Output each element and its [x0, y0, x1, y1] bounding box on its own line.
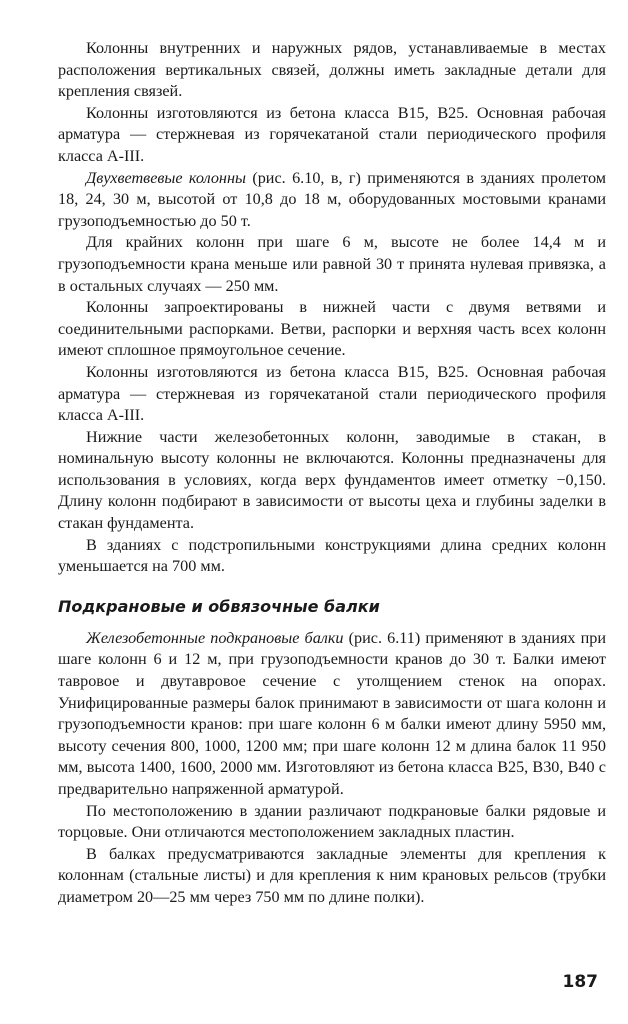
page-number: 187 [562, 972, 598, 992]
paragraph-emphasis: Железобетонные подкрановые балки [86, 628, 344, 647]
paragraph-text: Для крайних колонн при шаге 6 м, высоте не более 14,4 м и грузоподъемности крана меньше или равной 30 т принята нулевая привязка, а в остальных случаях — 250 мм. [58, 233, 606, 295]
paragraph-text: Нижние части железобетонных колонн, заводимые в стакан, в номинальную высоту колонны не включаются. Колонны предназначены для использования в условиях, когда верх фундаментов имеет отметку −0,150. Длину колонн подбирают в зависимости от высоты цеха и глубины заделки в стакан фундамента. [58, 427, 606, 533]
paragraph-beam-location [58, 801, 606, 844]
paragraph-text: По местоположению в здании различают подкрановые балки рядовые и торцовые. Они отличаются местоположением закладных пластин. [58, 801, 606, 842]
paragraph-text: (рис. 6.11) применяют в зданиях при шаге колонн 6 и 12 м, при грузоподъемности кранов до 30 т. Балки имеют тавровое и двутавровое сечение с утолщением стенок на опорах. Унифицированные размеры балок принимают в зависимости от шага колонн и грузоподъемности кранов: при шаге колонн 6 м балки имеют длину 5950 мм, высоту сечения 800, 1000, 1200 мм; при шаге колонн 12 м длина балок 11 950 мм, высота 1400, 1600, 2000 мм. Изготовляют из бетона класса В25, В30, В40 с предварительно напряженной арматурой. [58, 628, 607, 798]
paragraph-column-design [58, 297, 606, 362]
paragraph-concrete-class-repeat [58, 362, 606, 427]
paragraph-text: Колонны внутренних и наружных рядов, устанавливаемые в местах расположения вертикальных связей, должны иметь закладные детали для крепления связей. [58, 39, 606, 101]
paragraph-middle-columns [58, 535, 606, 578]
paragraph-text: Колонны изготовляются из бетона класса В15, В25. Основная рабочая арматура — стержневая из горячекатаной стали периодического профиля класса А-III. [58, 362, 606, 425]
paragraph-text: Колонны запроектированы в нижней части с двумя ветвями и соединительными распорками. Ветви, распорки и верхняя часть всех колонн имеют сплошное прямоугольное сечение. [58, 298, 606, 360]
paragraph-embedded-elements [58, 844, 606, 909]
paragraph-two-branch-columns [58, 168, 606, 233]
paragraph-embedded-parts [58, 38, 606, 103]
paragraph-text: (рис. 6.10, в, г) применяются в зданиях пролетом 18, 24, 30 м, высотой от 10,8 до 18 м, оборудованных мостовыми кранами грузоподъемностью до 50 т. [58, 168, 606, 230]
paragraph-outer-columns [58, 232, 606, 297]
paragraph-text: В зданиях с подстропильными конструкциями длина средних колонн уменьшается на 700 мм. [58, 535, 606, 576]
paragraph-emphasis: Двухветвевые колонны [86, 168, 246, 187]
paragraph-text: Колонны изготовляются из бетона класса В15, В25. Основная рабочая арматура — стержневая из горячекатаной стали периодического профиля класса А-III. [58, 103, 606, 165]
paragraph-text: В балках предусматриваются закладные элементы для крепления к колоннам (стальные листы) и для крепления к ним крановых рельсов (трубки диаметром 20—25 мм через 750 мм по длине полки). [58, 844, 606, 906]
section-heading: Подкрановые и обвязочные балки [58, 596, 380, 616]
paragraph-crane-beams [58, 628, 606, 801]
paragraph-lower-parts [58, 427, 606, 535]
page-body [58, 38, 606, 909]
paragraph-concrete-class [58, 103, 606, 168]
